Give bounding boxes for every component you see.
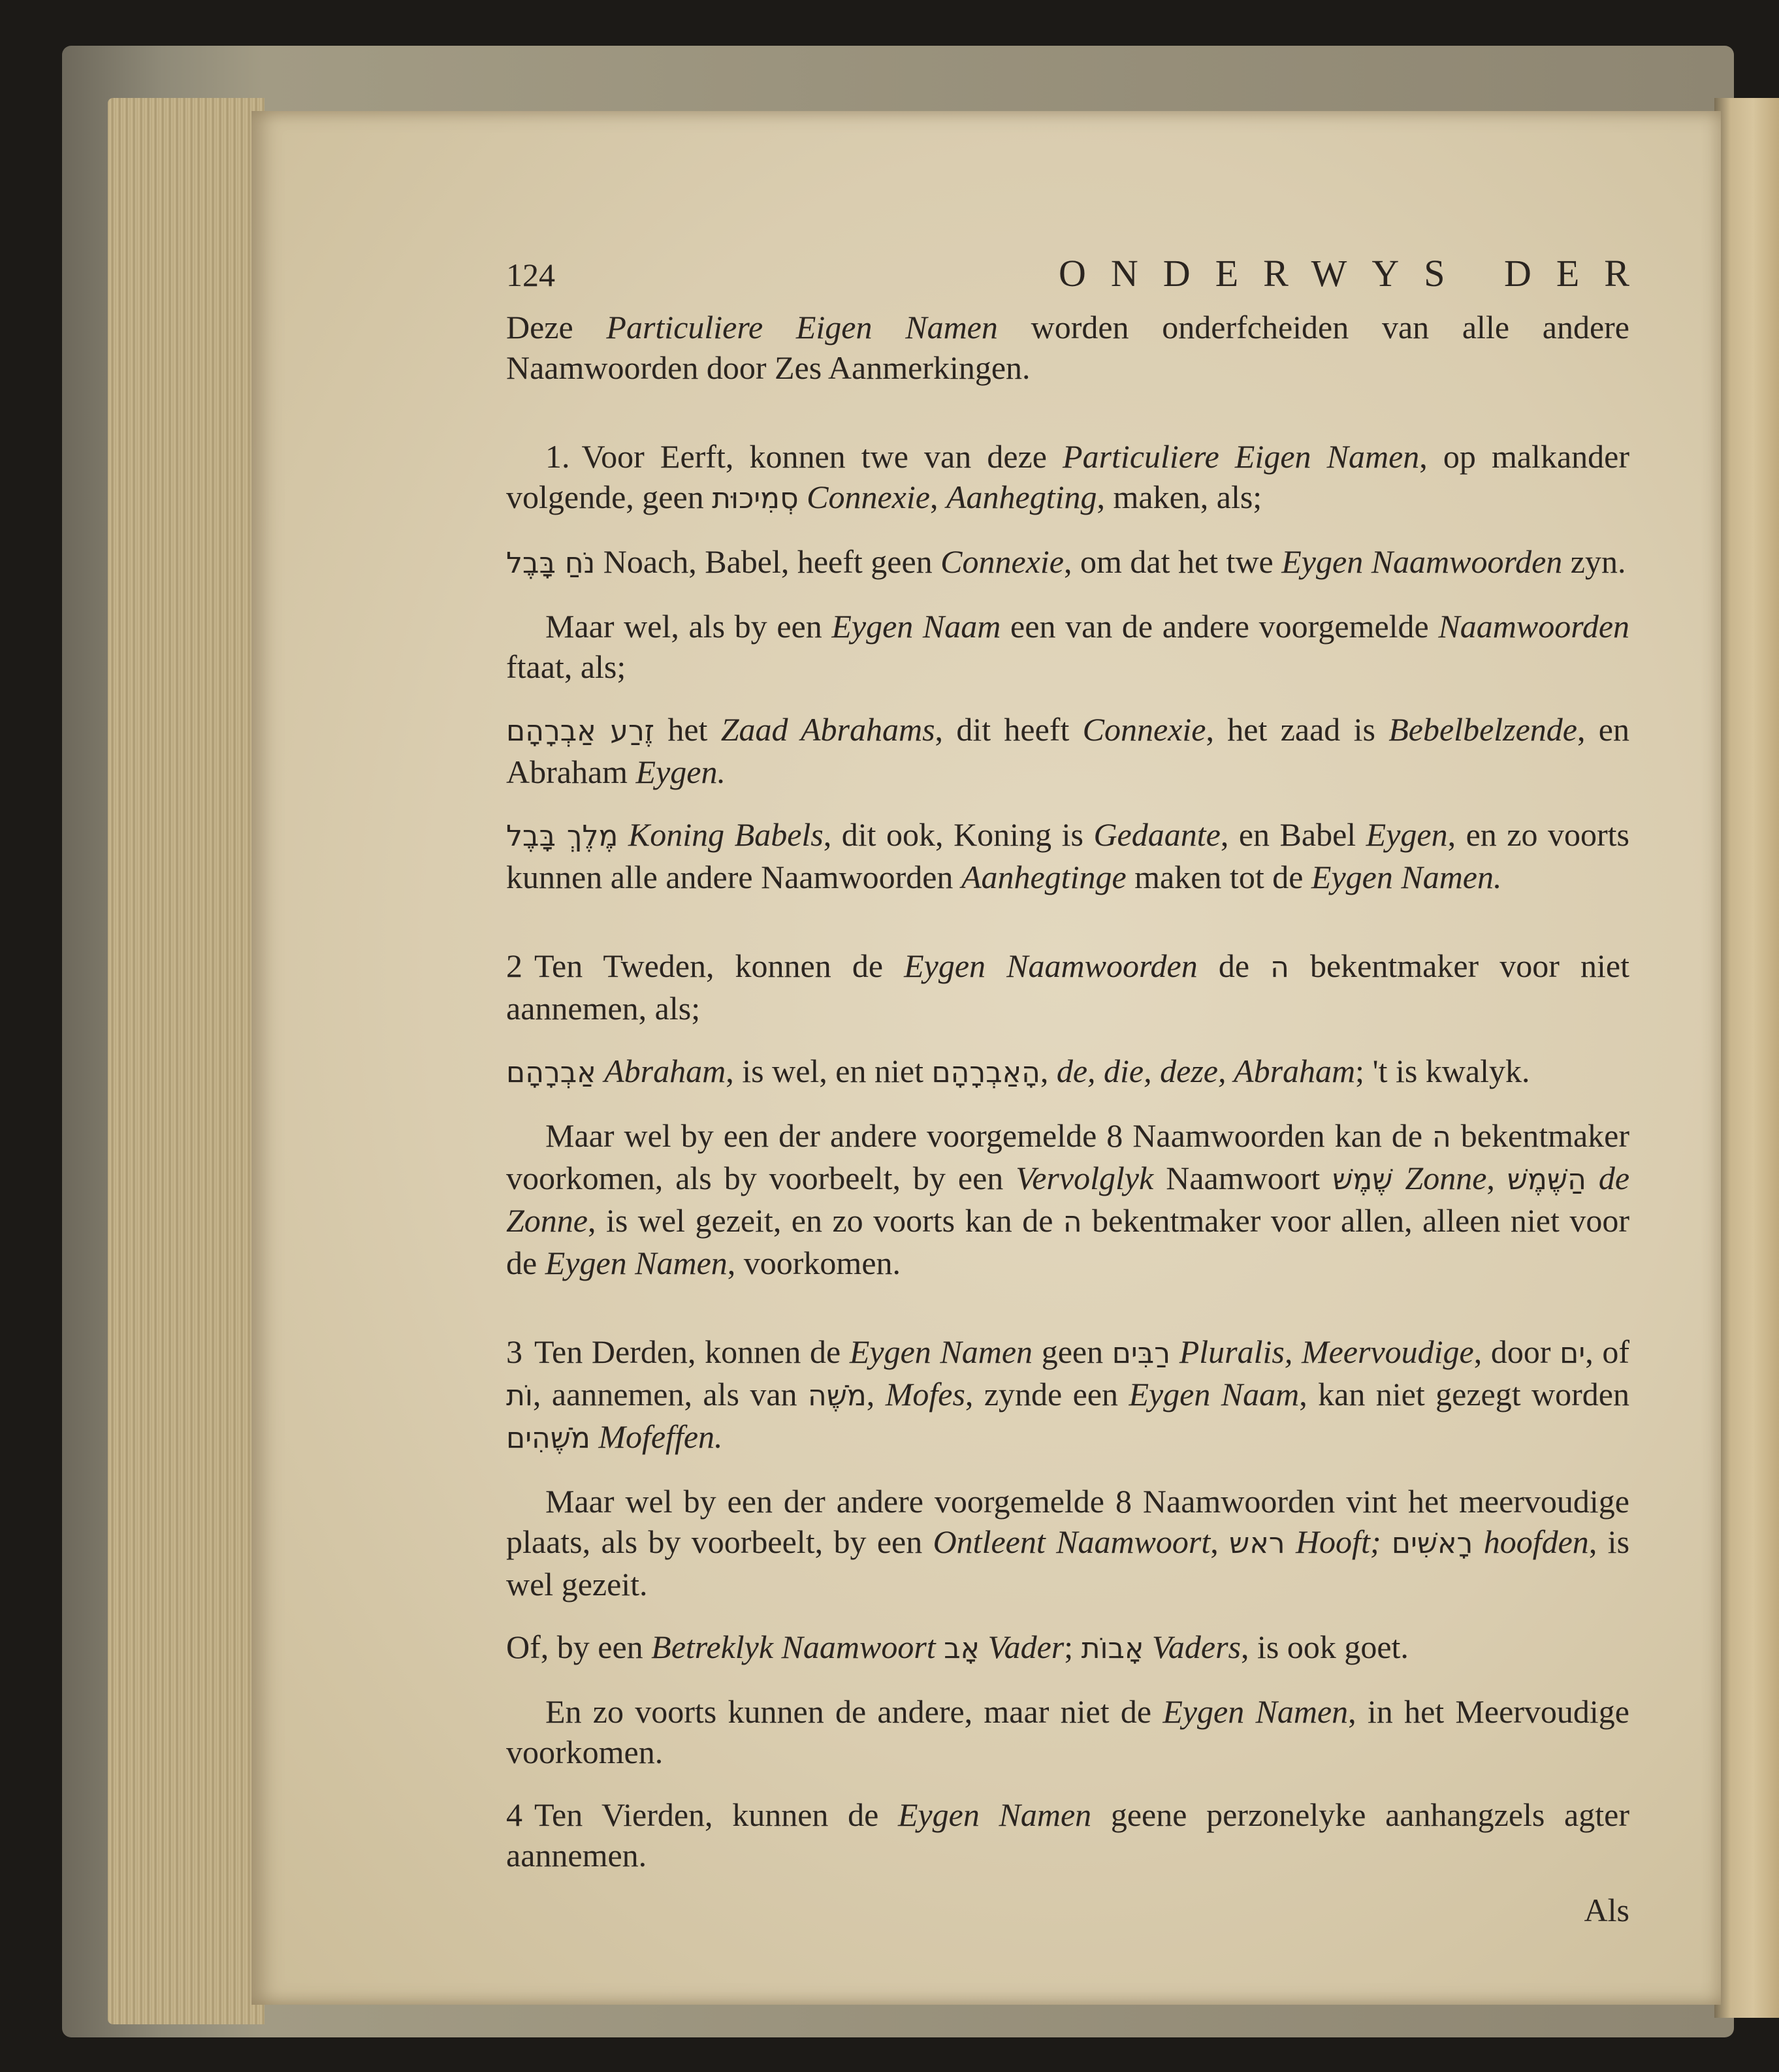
- section-3-example: Of, by een Betreklyk Naamwoort אָב Vader; אָבוֹת Vaders, is ook goet.: [506, 1629, 1409, 1665]
- section-number: 1.: [545, 438, 570, 475]
- section-1-example: נֹחַ בָּבֶל Noach, Babel, heeft geen Connexie, om dat het twe Eygen Naamwoorden zyn.: [506, 543, 1626, 580]
- page-text: [506, 251, 1654, 1929]
- intro-paragraph: Deze Particuliere Eigen Namen worden onderfcheiden van alle andere Naamwoorden door Zes Aanmerkingen.: [506, 309, 1629, 386]
- page-number: 124: [506, 257, 555, 293]
- running-head: ONDERWYS DER: [1059, 252, 1654, 295]
- section-3-paragraph: 3 Ten Derden, konnen de Eygen Namen geen רַבִּים Pluralis, Meervoudige, door ים, of וֹת, aannemen, als van מֹשֶׁה, Mofes, zynde een Eygen Naam, kan niet gezegt worden מֹשֶׁהִים Mofeffen.: [506, 1333, 1630, 1455]
- section-3-paragraph: Maar wel by een der andere voorgemelde 8 Naamwoorden vint het meervoudige plaats, als by voorbeelt, by een Ontleent Naamwoort, ראש Hooft; רָאשִׁים hoofden, is wel gezeit.: [506, 1483, 1630, 1602]
- section-2-paragraph: 2 Ten Tweden, konnen de Eygen Naamwoorden de ה bekentmaker voor niet aannemen, als;: [506, 948, 1629, 1027]
- page-header: [506, 251, 1654, 295]
- section-3-paragraph: En zo voorts kunnen de andere, maar niet de Eygen Namen, in het Meervoudige voorkomen.: [506, 1693, 1629, 1770]
- section-number: 4: [506, 1796, 522, 1833]
- facing-page-edge: [1714, 98, 1779, 2018]
- section-1-paragraph: 1. Voor Eerft, konnen twe van deze Particuliere Eigen Namen, op malkander volgende, geen סְמִיכוּת Connexie, Aanhegting, maken, als;: [506, 438, 1629, 515]
- section-4-paragraph: 4 Ten Vierden, kunnen de Eygen Namen geene perzonelyke aanhangzels agter aannemen.: [506, 1796, 1629, 1873]
- section-number: 2: [506, 948, 522, 984]
- section-1-paragraph: Maar wel, als by een Eygen Naam een van de andere voorgemelde Naamwoorden ftaat, als;: [506, 608, 1630, 685]
- section-number: 3: [506, 1333, 522, 1370]
- page-edges: [108, 98, 264, 2024]
- section-2-paragraph: Maar wel by een der andere voorgemelde 8 Naamwoorden kan de ה bekentmaker voorkomen, als by voorbeelt, by een Vervolglyk Naamwoort שֶׁמֶשׁ Zonne, הַשֶּׁמֶשׁ de Zonne, is wel gezeit, en zo voorts kan de ה bekentmaker voor allen, alleen niet voor de Eygen Namen, voorkomen.: [506, 1117, 1630, 1281]
- section-2-example: אַבְרָהָם Abraham, is wel, en niet הָאַבְרָהָם, de, die, deze, Abraham; 't is kwalyk.: [506, 1053, 1530, 1089]
- section-1-example: מֶלֶךְ בָּבֶל Koning Babels, dit ook, Koning is Gedaante, en Babel Eygen, en zo voorts kunnen alle andere Naamwoorden Aanhegtinge maken tot de Eygen Namen.: [506, 816, 1630, 895]
- catchword: Als: [1584, 1892, 1629, 1928]
- section-1-example: זֶרַע אַבְרָהָם het Zaad Abrahams, dit heeft Connexie, het zaad is Bebelbelzende, en Abraham Eygen.: [506, 711, 1629, 790]
